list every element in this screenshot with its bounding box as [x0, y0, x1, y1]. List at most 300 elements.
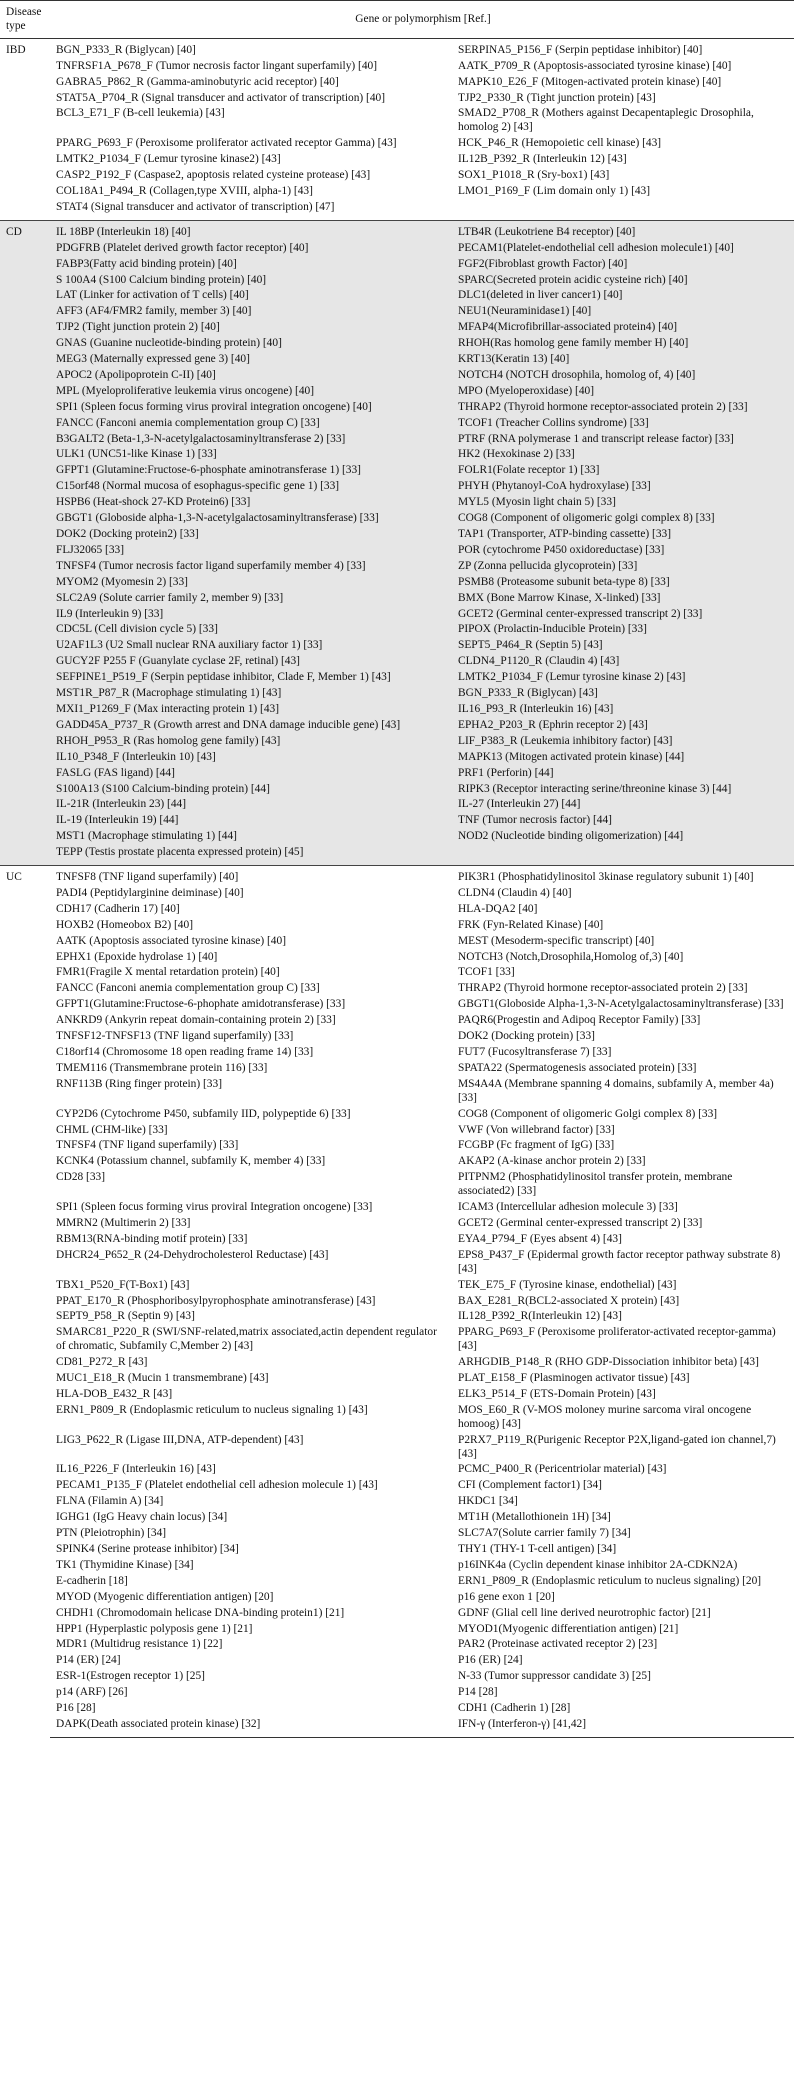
table-row — [0, 965, 794, 981]
gene-cell-left: TMEM116 (Transmembrane protein 116) [33] — [56, 1061, 268, 1074]
table-row — [0, 1371, 794, 1387]
gene-cell-left: FASLG (FAS ligand) [44] — [56, 766, 175, 779]
table-row — [0, 1558, 794, 1574]
gene-cell-right: NOD2 (Nucleotide binding oligomerization) [44] — [458, 830, 684, 843]
table-row — [0, 75, 794, 91]
table-row — [0, 1701, 794, 1717]
gene-cell-left: BCL3_E71_F (B-cell leukemia) [43] — [56, 107, 225, 120]
gene-cell-left: LIG3_P622_R (Ligase III,DNA, ATP-dependent) [43] — [56, 1433, 304, 1446]
table-row — [0, 1325, 794, 1355]
gene-cell-right: TCOF1 (Treacher Collins syndrome) [33] — [458, 416, 649, 429]
gene-cell-left: FLNA (Filamin A) [34] — [56, 1495, 164, 1508]
table-row — [0, 1387, 794, 1403]
gene-cell-left: PTN (Pleiotrophin) [34] — [56, 1527, 167, 1540]
gene-cell-left: MST1 (Macrophage stimulating 1) [44] — [56, 830, 237, 843]
gene-cell-right: PSMB8 (Proteasome subunit beta-type 8) [33] — [458, 575, 670, 588]
gene-cell-right: LMTK2_P1034_F (Lemur tyrosine kinase 2) [43] — [458, 671, 686, 684]
table-row — [0, 782, 794, 798]
gene-cell-left: ANKRD9 (Ankyrin repeat domain-containing protein 2) [33] — [56, 1014, 336, 1027]
gene-cell-right: EPS8_P437_F (Epidermal growth factor receptor pathway substrate 8) [43] — [458, 1248, 781, 1275]
gene-cell-right: CDH1 (Cadherin 1) [28] — [458, 1702, 571, 1715]
gene-cell-right: NOTCH3 (Notch,Drosophila,Homolog of,3) [40] — [458, 950, 684, 963]
gene-cell-right: TNF (Tumor necrosis factor) [44] — [458, 814, 612, 827]
gene-cell-right: PHYH (Phytanoyl-CoA hydroxylase) [33] — [458, 480, 651, 493]
table-row — [0, 106, 794, 136]
table-row — [0, 1717, 794, 1737]
table-row — [0, 766, 794, 782]
gene-cell-left: C18orf14 (Chromosome 18 open reading frame 14) [33] — [56, 1046, 314, 1058]
gene-cell-right: SPATA22 (Spermatogenesis associated protein) [33] — [458, 1061, 697, 1074]
gene-cell-left: SEPT9_P58_R (Septin 9) [43] — [56, 1310, 195, 1323]
gene-cell-left: IL9 (Interleukin 9) [33] — [56, 607, 164, 620]
table-row — [0, 866, 794, 886]
gene-cell-left: E-cadherin [18] — [56, 1574, 128, 1587]
gene-cell-right: CFI (Complement factor1) [34] — [458, 1479, 602, 1492]
table-row — [0, 241, 794, 257]
gene-cell-right: ERN1_P809_R (Endoplasmic reticulum to nucleus signaling) [20] — [458, 1574, 762, 1587]
table-row — [0, 1685, 794, 1701]
gene-cell-left: TNFSF4 (Tumor necrosis factor ligand superfamily member 4) [33] — [56, 559, 366, 572]
table-row — [0, 38, 794, 58]
gene-cell-left: STAT4 (Signal transducer and activator of transcription) [47] — [56, 200, 335, 213]
gene-cell-right: BMX (Bone Marrow Kinase, X-linked) [33] — [458, 591, 661, 604]
gene-cell-left: IL-21R (Interleukin 23) [44] — [56, 798, 187, 811]
gene-cell-right: P16 (ER) [24] — [458, 1654, 523, 1667]
table-row — [0, 1355, 794, 1371]
table-row — [0, 702, 794, 718]
gene-cell-right — [452, 845, 794, 865]
gene-cell-left: MUC1_E18_R (Mucin 1 transmembrane) [43] — [56, 1372, 269, 1385]
table-row — [0, 168, 794, 184]
gene-cell-left: C15orf48 (Normal mucosa of esophagus-specific gene 1) [33] — [56, 480, 340, 493]
table-row — [0, 670, 794, 686]
gene-cell-right: RIPK3 (Receptor interacting serine/threonine kinase 3) [44] — [458, 782, 732, 795]
gene-cell-right: PIPOX (Prolactin-Inducible Protein) [33] — [458, 623, 647, 636]
table-row — [0, 352, 794, 368]
table-row — [0, 1653, 794, 1669]
gene-cell-right: GCET2 (Germinal center-expressed transcript 2) [33] — [458, 607, 703, 620]
table-row — [0, 1462, 794, 1478]
gene-cell-right: CLDN4 (Claudin 4) [40] — [458, 886, 572, 899]
gene-cell-right: FUT7 (Fucosyltransferase 7) [33] — [458, 1046, 612, 1058]
gene-cell-left: IL16_P226_F (Interleukin 16) [43] — [56, 1463, 216, 1476]
table-row — [0, 1061, 794, 1077]
table-row — [0, 136, 794, 152]
gene-cell-right: AATK_P709_R (Apoptosis-associated tyrosine kinase) [40] — [458, 59, 732, 72]
gene-cell-right: HLA-DQA2 [40] — [458, 902, 538, 915]
gene-cell-left: HPP1 (Hyperplastic polyposis gene 1) [21] — [56, 1622, 253, 1635]
gene-cell-left: TNFRSF1A_P678_F (Tumor necrosis factor lingant superfamily) [40] — [56, 59, 378, 72]
gene-cell-right: PPARG_P693_F (Peroxisome proliferator-activated receptor-gamma) [43] — [458, 1326, 776, 1353]
gene-cell-left: DAPK(Death associated protein kinase) [32] — [50, 1717, 452, 1737]
gene-cell-left: MYOM2 (Myomesin 2) [33] — [56, 575, 188, 588]
gene-cell-right: PAR2 (Proteinase activated receptor 2) [23] — [458, 1638, 658, 1651]
gene-cell-right: MAPK13 (Mitogen activated protein kinase) [44] — [458, 750, 685, 763]
gene-cell-right: PIK3R1 (Phosphatidylinositol 3kinase regulatory subunit 1) [40] — [452, 866, 794, 886]
table-row — [0, 1494, 794, 1510]
table-row — [0, 1232, 794, 1248]
table-row — [0, 1294, 794, 1310]
gene-cell-left: APOC2 (Apolipoprotein C-II) [40] — [56, 368, 216, 381]
gene-cell-left: PPARG_P693_F (Peroxisome proliferator activated receptor Gamma) [43] — [56, 137, 397, 150]
gene-cell-left: GFPT1(Glutamine:Fructose-6-phophate amidotransferase) [33] — [56, 998, 346, 1011]
table-row — [0, 1309, 794, 1325]
gene-cell-right: MOS_E60_R (V-MOS moloney murine sarcoma viral oncogene homoog) [43] — [458, 1403, 752, 1430]
gene-cell-left: MMRN2 (Multimerin 2) [33] — [56, 1216, 191, 1229]
gene-cell-right: CLDN4_P1120_R (Claudin 4) [43] — [458, 655, 620, 668]
table-row — [0, 797, 794, 813]
gene-cell-left: SPINK4 (Serine protease inhibitor) [34] — [56, 1543, 239, 1555]
gene-cell-left: FANCC (Fanconi anemia complementation group C) [33] — [56, 416, 320, 429]
gene-cell-right: GCET2 (Germinal center-expressed transcript 2) [33] — [458, 1216, 703, 1229]
gene-cell-right: SOX1_P1018_R (Sry-box1) [43] — [458, 169, 610, 182]
table-row — [0, 416, 794, 432]
gene-cell-right: POR (cytochrome P450 oxidoreductase) [33] — [458, 543, 665, 556]
table-row — [0, 1170, 794, 1200]
gene-cell-left: SMARC81_P220_R (SWI/SNF-related,matrix associated,actin dependent regulator of chromatic, Subfamily C,Member 2) [43] — [56, 1326, 437, 1353]
gene-cell-right: COG8 (Component of oligomeric Golgi complex 8) [33] — [458, 1107, 718, 1120]
gene-cell-left: RNF113B (Ring finger protein) [33] — [56, 1077, 222, 1090]
table-row — [0, 1216, 794, 1232]
table-row — [0, 1433, 794, 1463]
gene-cell-right: ARHGDIB_P148_R (RHO GDP-Dissociation inhibitor beta) [43] — [458, 1356, 759, 1369]
gene-cell-left: FLJ32065 [33] — [56, 543, 125, 556]
table-row — [0, 463, 794, 479]
gene-cell-right: MT1H (Metallothionein 1H) [34] — [458, 1511, 611, 1524]
gene-cell-right: SMAD2_P708_R (Mothers against Decapentaplegic Drosophila, homolog 2) [43] — [458, 107, 754, 134]
gene-cell-right: GDNF (Glial cell line derived neurotrophic factor) [21] — [458, 1606, 711, 1619]
gene-cell-right: LTB4R (Leukotriene B4 receptor) [40] — [452, 220, 794, 240]
gene-cell-right: IL12B_P392_R (Interleukin 12) [43] — [458, 153, 627, 166]
table-row — [0, 257, 794, 273]
gene-cell-left: IL10_P348_F (Interleukin 10) [43] — [56, 750, 216, 763]
gene-cell-right: SPARC(Secreted protein acidic cysteine rich) [40] — [458, 273, 688, 286]
table-row — [0, 1606, 794, 1622]
gene-cell-left: DHCR24_P652_R (24-Dehydrocholesterol Reductase) [43] — [56, 1248, 329, 1261]
table-row — [0, 432, 794, 448]
table-row — [0, 1077, 794, 1107]
group-cd — [0, 220, 794, 865]
table-header — [0, 1, 794, 39]
gene-cell-left: TEPP (Testis prostate placenta expressed protein) [45] — [56, 846, 304, 859]
gene-cell-left: PADI4 (Peptidylarginine deiminase) [40] — [56, 886, 244, 899]
gene-cell-right: BGN_P333_R (Biglycan) [43] — [458, 687, 598, 700]
table-row — [0, 591, 794, 607]
table-row — [0, 950, 794, 966]
table-row — [0, 886, 794, 902]
gene-cell-right: HKDC1 [34] — [458, 1495, 518, 1508]
gene-cell-left: ULK1 (UNC51-like Kinase 1) [33] — [56, 448, 217, 461]
gene-cell-left: MXI1_P1269_F (Max interacting protein 1) [43] — [56, 702, 280, 715]
gene-cell-right: LMO1_P169_F (Lim domain only 1) [43] — [458, 184, 651, 197]
gene-cell-right: THRAP2 (Thyroid hormone receptor-associated protein 2) [33] — [458, 400, 748, 413]
table-row — [0, 1138, 794, 1154]
table-row — [0, 320, 794, 336]
gene-cell-right: MS4A4A (Membrane spanning 4 domains, subfamily A, member 4a) [33] — [458, 1077, 774, 1104]
table-row — [0, 336, 794, 352]
gene-cell-right — [452, 200, 794, 220]
table-row — [0, 1637, 794, 1653]
table-row — [0, 813, 794, 829]
gene-cell-left: GFPT1 (Glutamine:Fructose-6-phosphate aminotransferase 1) [33] — [56, 464, 361, 477]
gene-cell-left: SPI1 (Spleen focus forming virus proviral integration oncogene) [40] — [56, 400, 372, 413]
gene-cell-right: MEST (Mesoderm-specific transcript) [40] — [458, 934, 655, 947]
table-row — [0, 622, 794, 638]
gene-cell-right: MYL5 (Myosin light chain 5) [33] — [458, 496, 616, 509]
table-row — [0, 184, 794, 200]
gene-cell-left: HLA-DOB_E432_R [43] — [56, 1387, 173, 1400]
table-row — [0, 934, 794, 950]
table-row — [0, 1669, 794, 1685]
gene-cell-left: SLC2A9 (Solute carrier family 2, member 9) [33] — [56, 591, 284, 604]
table-row — [0, 1526, 794, 1542]
gene-cell-right: RHOH(Ras homolog gene family member H) [40] — [458, 337, 689, 350]
gene-cell-right: GBGT1(Globoside Alpha-1,3-N-Acetylgalactosaminyltransferase) [33] — [458, 998, 784, 1011]
gene-cell-left: P16 [28] — [56, 1702, 96, 1715]
table-row — [0, 981, 794, 997]
table-row — [0, 1403, 794, 1433]
gene-cell-right: EYA4_P794_F (Eyes absent 4) [43] — [458, 1232, 622, 1245]
gene-cell-right: SEPT5_P464_R (Septin 5) [43] — [458, 639, 603, 652]
gene-cell-right: VWF (Von willebrand factor) [33] — [458, 1123, 615, 1136]
gene-cell-left: CD28 [33] — [56, 1171, 106, 1184]
gene-cell-left: DOK2 (Docking protein2) [33] — [56, 528, 199, 540]
gene-cell-right: ICAM3 (Intercellular adhesion molecule 3) [33] — [458, 1201, 678, 1214]
table-row — [0, 495, 794, 511]
gene-cell-left: TJP2 (Tight junction protein 2) [40] — [56, 321, 220, 334]
gene-cell-right: TEK_E75_F (Tyrosine kinase, endothelial) [43] — [458, 1278, 677, 1291]
table-row — [0, 511, 794, 527]
table-row — [0, 750, 794, 766]
table-row — [0, 1510, 794, 1526]
gene-cell-left: FABP3(Fatty acid binding protein) [40] — [56, 257, 237, 270]
table-row — [0, 479, 794, 495]
gene-cell-left: GABRA5_P862_R (Gamma-aminobutyric acid receptor) [40] — [56, 75, 339, 88]
gene-cell-left: GUCY2F P255 F (Guanylate cyclase 2F, retinal) [43] — [56, 655, 300, 668]
gene-cell-right: THY1 (THY-1 T-cell antigen) [34] — [458, 1543, 617, 1555]
gene-cell-right: FCGBP (Fc fragment of IgG) [33] — [458, 1139, 615, 1152]
table-row — [0, 447, 794, 463]
gene-cell-right: p16INK4a (Cyclin dependent kinase inhibitor 2A-CDKN2A) — [458, 1558, 738, 1571]
table-row — [0, 654, 794, 670]
disease-type-label: UC — [0, 866, 50, 1738]
gene-cell-left: MPL (Myeloproliferative leukemia virus oncogene) [40] — [56, 384, 315, 397]
gene-cell-right: PRF1 (Perforin) [44] — [458, 766, 554, 779]
gene-cell-left: IGHG1 (IgG Heavy chain locus) [34] — [56, 1511, 228, 1524]
table-row — [0, 829, 794, 845]
gene-cell-right: PCMC_P400_R (Pericentriolar material) [43] — [458, 1463, 667, 1476]
gene-cell-left: ERN1_P809_R (Endoplasmic reticulum to nucleus signaling 1) [43] — [56, 1403, 368, 1416]
header-disease-type: Disease type — [0, 1, 50, 39]
table-row — [0, 902, 794, 918]
gene-cell-left: S 100A4 (S100 Calcium binding protein) [40] — [56, 273, 267, 286]
gene-cell-right: DLC1(deleted in liver cancer1) [40] — [458, 289, 623, 302]
gene-cell-right: SERPINA5_P156_F (Serpin peptidase inhibitor) [40] — [458, 43, 703, 56]
gene-cell-right: FGF2(Fibroblast growth Factor) [40] — [458, 257, 628, 270]
disease-type-label: CD — [0, 220, 50, 865]
gene-cell-left: MEG3 (Maternally expressed gene 3) [40] — [56, 353, 250, 366]
table-row — [0, 1107, 794, 1123]
table-row — [0, 1622, 794, 1638]
gene-cell-left: SPI1 (Spleen focus forming virus proviral Integration oncogene) [33] — [56, 1201, 373, 1214]
gene-cell-left: CD81_P272_R [43] — [56, 1356, 148, 1369]
table-row — [0, 400, 794, 416]
gene-cell-left: S100A13 (S100 Calcium-binding protein) [44] — [56, 782, 270, 795]
gene-cell-left: COL18A1_P494_R (Collagen,type XVIII, alpha-1) [43] — [56, 184, 313, 197]
gene-cell-left: FMR1(Fragile X mental retardation protein) [40] — [56, 966, 280, 979]
gene-cell-right: P14 [28] — [458, 1686, 498, 1699]
table-row — [0, 1590, 794, 1606]
gene-cell-left: GADD45A_P737_R (Growth arrest and DNA damage inducible gene) [43] — [56, 718, 401, 731]
gene-cell-left: CDH17 (Cadherin 17) [40] — [56, 902, 180, 915]
gene-cell-left: SEFPINE1_P519_F (Serpin peptidase inhibitor, Clade F, Member 1) [43] — [56, 671, 391, 684]
gene-cell-right: MYOD1(Myogenic differentiation antigen) [21] — [458, 1622, 679, 1635]
disease-type-label: IBD — [6, 43, 26, 56]
gene-cell-left: AATK (Apoptosis associated tyrosine kinase) [40] — [56, 934, 286, 947]
gene-cell-left: P14 (ER) [24] — [56, 1654, 121, 1667]
table-row — [0, 1278, 794, 1294]
gene-cell-left: TK1 (Thymidine Kinase) [34] — [56, 1558, 194, 1571]
table-row — [0, 1013, 794, 1029]
table-row — [0, 686, 794, 702]
gene-cell-right: ZP (Zonna pellucida glycoprotein) [33] — [458, 559, 638, 572]
gene-cell-left: CHML (CHM-like) [33] — [56, 1123, 168, 1136]
gene-cell-right: PITPNM2 (Phosphatidylinositol transfer protein, membrane associated2) [33] — [458, 1171, 733, 1198]
gene-cell-right: TAP1 (Transporter, ATP-binding cassette) [33] — [458, 528, 672, 540]
gene-cell-left: HSPB6 (Heat-shock 27-KD Protein6) [33] — [56, 496, 251, 509]
table-row — [0, 845, 794, 865]
gene-cell-right: IFN-γ (Interferon-γ) [41,42] — [452, 1717, 794, 1737]
gene-cell-right: PTRF (RNA polymerase 1 and transcript release factor) [33] — [458, 432, 734, 445]
gene-cell-left: GNAS (Guanine nucleotide-binding protein) [40] — [56, 337, 282, 350]
gene-cell-right: N-33 (Tumor suppressor candidate 3) [25] — [458, 1670, 651, 1683]
gene-cell-left: RHOH_P953_R (Ras homolog gene family) [43] — [56, 734, 281, 747]
table-row — [0, 200, 794, 220]
gene-cell-right: IL16_P93_R (Interleukin 16) [43] — [458, 702, 614, 715]
gene-cell-right: MAPK10_E26_F (Mitogen-activated protein kinase) [40] — [458, 75, 722, 88]
gene-cell-left: FANCC (Fanconi anemia complementation group C) [33] — [56, 982, 320, 995]
gene-cell-right: MFAP4(Microfibrillar-associated protein4) [40] — [458, 321, 678, 334]
gene-cell-left: PPAT_E170_R (Phosphoribosylpyrophosphate aminotransferase) [43] — [56, 1294, 376, 1307]
gene-cell-right: PLAT_E158_F (Plasminogen activator tissue) [43] — [458, 1372, 690, 1385]
table-row — [0, 1542, 794, 1558]
table-row — [0, 273, 794, 289]
table-row — [0, 59, 794, 75]
gene-cell-right: p16 gene exon 1 [20] — [458, 1590, 555, 1603]
gene-cell-left: LAT (Linker for activation of T cells) [40] — [56, 289, 249, 302]
gene-cell-right: IL-27 (Interleukin 27) [44] — [458, 798, 581, 811]
table-row — [0, 718, 794, 734]
table-row — [0, 288, 794, 304]
gene-cell-right: SLC7A7(Solute carrier family 7) [34] — [458, 1527, 631, 1540]
table-row — [0, 527, 794, 543]
gene-cell-right: P2RX7_P119_R(Purigenic Receptor P2X,ligand-gated ion channel,7) [43] — [458, 1433, 776, 1460]
gene-cell-right: EPHA2_P203_R (Ephrin receptor 2) [43] — [458, 718, 648, 731]
gene-cell-left: KCNK4 (Potassium channel, subfamily K, member 4) [33] — [56, 1155, 326, 1168]
gene-cell-left: MDR1 (Multidrug resistance 1) [22] — [56, 1638, 223, 1651]
gene-cell-right: FOLR1(Folate receptor 1) [33] — [458, 464, 600, 477]
gene-cell-right: LIF_P383_R (Leukemia inhibitory factor) [43] — [458, 734, 673, 747]
gene-cell-left: ESR-1(Estrogen receptor 1) [25] — [56, 1670, 205, 1683]
gene-cell-left: BGN_P333_R (Biglycan) [40] — [56, 43, 196, 56]
gene-cell-right: NOTCH4 (NOTCH drosophila, homolog of, 4) [40] — [458, 368, 696, 381]
gene-cell-left: MYOD (Myogenic differentiation antigen) [20] — [56, 1590, 274, 1603]
table-row — [0, 918, 794, 934]
gene-cell-right: HCK_P46_R (Hemopoietic cell kinase) [43] — [458, 137, 662, 150]
gene-cell-left: RBM13(RNA-binding motif protein) [33] — [56, 1232, 248, 1245]
table-row — [0, 997, 794, 1013]
gene-cell-right: FRK (Fyn-Related Kinase) [40] — [458, 918, 604, 931]
gene-cell-right: MPO (Myeloperoxidase) [40] — [458, 384, 595, 397]
gene-cell-right: TCOF1 [33] — [458, 966, 515, 979]
gene-cell-left: EPHX1 (Epoxide hydrolase 1) [40] — [56, 950, 218, 963]
gene-cell-left: HOXB2 (Homeobox B2) [40] — [56, 918, 193, 931]
gene-cell-right: HK2 (Hexokinase 2) [33] — [458, 448, 575, 461]
table-row — [0, 152, 794, 168]
gene-cell-left: CYP2D6 (Cytochrome P450, subfamily IID, polypeptide 6) [33] — [56, 1107, 351, 1120]
table-row — [0, 607, 794, 623]
gene-cell-left: IL-19 (Interleukin 19) [44] — [56, 814, 179, 827]
group-ibd — [0, 38, 794, 220]
gene-cell-right: PECAM1(Platelet-endothelial cell adhesion molecule1) [40] — [458, 241, 734, 254]
table-row — [0, 220, 794, 240]
gene-cell-left: TNFSF8 (TNF ligand superfamily) [40] — [50, 866, 452, 886]
group-uc — [0, 866, 794, 1738]
gene-cell-right: DOK2 (Docking protein) [33] — [458, 1030, 595, 1043]
table-row — [0, 1154, 794, 1170]
table-row — [0, 1574, 794, 1590]
table-row — [0, 1478, 794, 1494]
table-row — [0, 384, 794, 400]
table-row — [0, 91, 794, 107]
gene-cell-left: PECAM1_P135_F (Platelet endothelial cell adhesion molecule 1) [43] — [56, 1479, 378, 1492]
gene-cell-left: CASP2_P192_F (Caspase2, apoptosis related cysteine protease) [43] — [56, 169, 371, 182]
table-row — [0, 1029, 794, 1045]
gene-cell-left: B3GALT2 (Beta-1,3-N-acetylgalactosaminyltransferase 2) [33] — [56, 432, 346, 445]
gene-cell-right: COG8 (Component of oligomeric golgi complex 8) [33] — [458, 512, 715, 525]
table-row — [0, 638, 794, 654]
table-row — [0, 543, 794, 559]
table-row — [0, 368, 794, 384]
gene-cell-left: AFF3 (AF4/FMR2 family, member 3) [40] — [56, 305, 252, 318]
header-gene-polymorphism: Gene or polymorphism [Ref.] — [50, 1, 794, 39]
gene-cell-right: IL128_P392_R(Interleukin 12) [43] — [458, 1310, 622, 1323]
gene-cell-right: THRAP2 (Thyroid hormone receptor-associated protein 2) [33] — [458, 982, 748, 995]
gene-cell-left: CHDH1 (Chromodomain helicase DNA-binding protein1) [21] — [56, 1606, 345, 1619]
gene-cell-right: PAQR6(Progestin and Adipoq Receptor Family) [33] — [458, 1014, 701, 1027]
gene-cell-left: TBX1_P520_F(T-Box1) [43] — [56, 1278, 190, 1291]
table-row — [0, 734, 794, 750]
gene-cell-right: KRT13(Keratin 13) [40] — [458, 353, 570, 366]
gene-cell-right: NEU1(Neuraminidase1) [40] — [458, 305, 592, 318]
table-row — [0, 1248, 794, 1278]
table-row — [0, 1123, 794, 1139]
gene-cell-right: ELK3_P514_F (ETS-Domain Protein) [43] — [458, 1387, 656, 1400]
table-row — [0, 575, 794, 591]
gene-cell-right: TJP2_P330_R (Tight junction protein) [43] — [458, 91, 656, 104]
gene-cell-left: TNFSF12-TNFSF13 (TNF ligand superfamily) [33] — [56, 1030, 294, 1043]
gene-cell-left: GBGT1 (Globoside alpha-1,3-N-acetylgalactosaminyltransferase) [33] — [56, 512, 379, 525]
gene-cell-left: IL 18BP (Interleukin 18) [40] — [50, 220, 452, 240]
gene-cell-left: LMTK2_P1034_F (Lemur tyrosine kinase2) [43] — [56, 153, 281, 166]
gene-cell-left: PDGFRB (Platelet derived growth factor receptor) [40] — [56, 241, 309, 254]
gene-cell-left: U2AF1L3 (U2 Small nuclear RNA auxiliary factor 1) [33] — [56, 639, 323, 652]
gene-cell-right: AKAP2 (A-kinase anchor protein 2) [33] — [458, 1155, 646, 1168]
table-row — [0, 559, 794, 575]
gene-cell-left: p14 (ARF) [26] — [56, 1686, 128, 1699]
table-row — [0, 1045, 794, 1061]
gene-cell-left: CDC5L (Cell division cycle 5) [33] — [56, 623, 218, 636]
